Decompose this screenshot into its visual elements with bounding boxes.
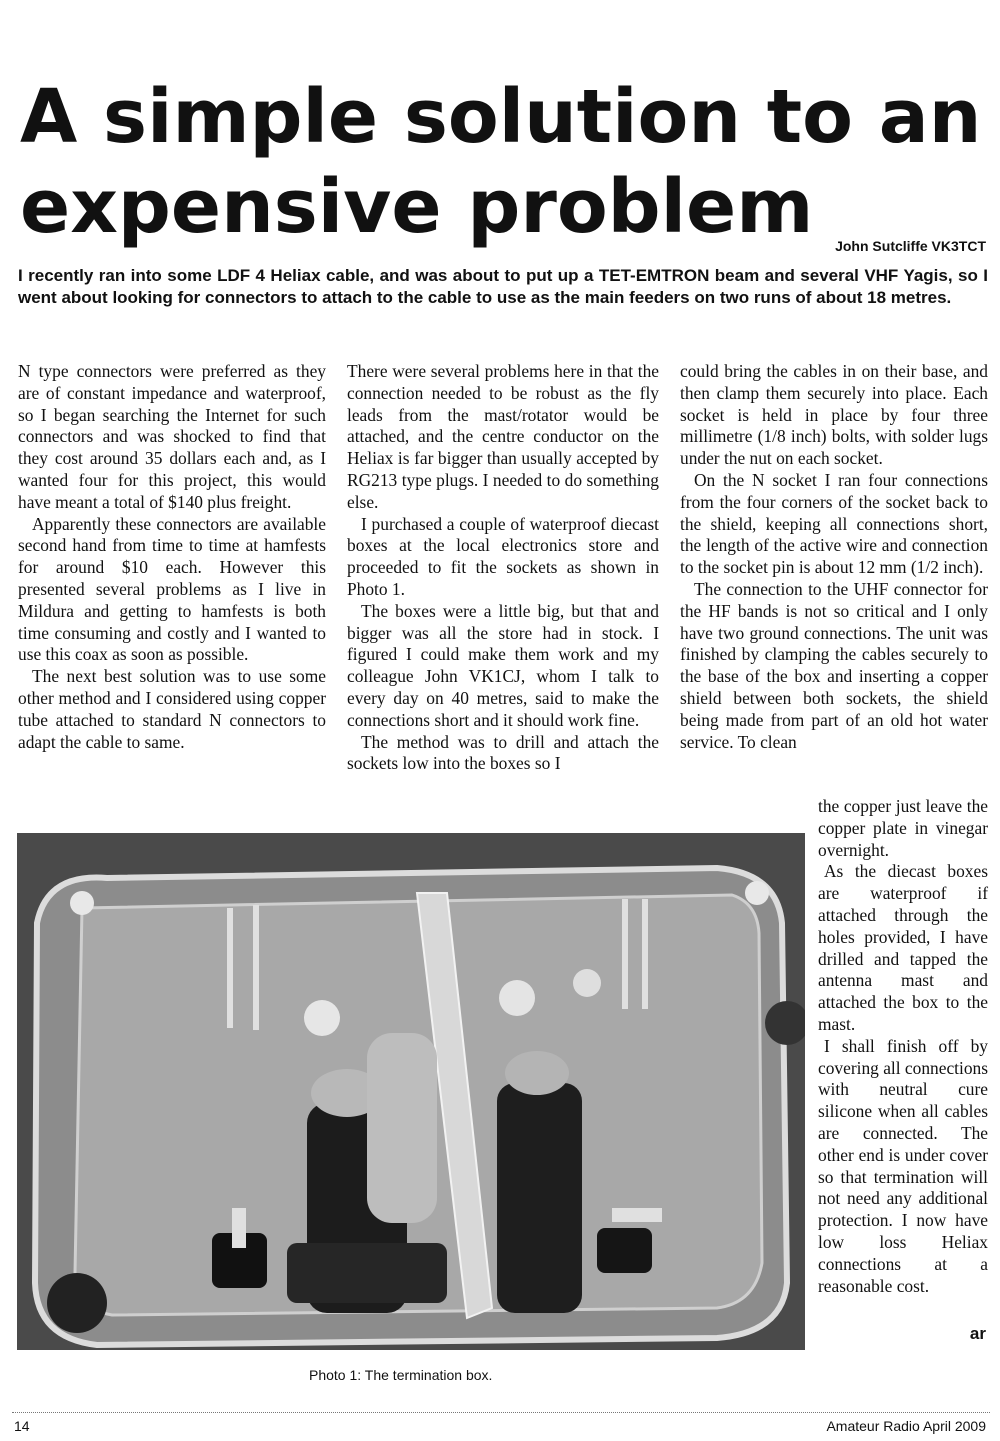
paragraph: I shall finish off by covering all connections with neutral cure silicone when all cables are connected. The other end is under cover so that termination will not need any additional protection. I now have low loss Heliax connections at a reasonable cost. xyxy=(818,1035,988,1296)
text-column-2 xyxy=(347,361,659,775)
article-title: A simple solution to an expensive problem xyxy=(20,74,982,250)
paragraph: The boxes were a little big, but that and bigger was all the store had in stock. I figured I could make them work and my colleague John VK1CJ, whom I talk to every day on 40 metres, said to make the connections short and it should work fine. xyxy=(347,600,659,730)
photo-illustration xyxy=(17,833,805,1350)
paragraph: As the diecast boxes are waterproof if attached through the holes provided, I have drilled and tapped the antenna mast and attached the box to the mast. xyxy=(818,861,988,1034)
text-column-4 xyxy=(818,796,988,1297)
paragraph: N type connectors were preferred as they are of constant impedance and waterproof, so I began searching the Internet for such connectors and was shocked to find that they cost around 35 dollars each and, as I wanted four for this project, this would have meant a total of $140 plus freight. xyxy=(18,361,326,512)
paragraph: could bring the cables in on their base, and then clamp them securely into place. Each socket is held in place by four three millimetre (1/8 inch) bolts, with solder lugs under the nut on each socket. xyxy=(680,361,988,469)
intro-paragraph: I recently ran into some LDF 4 Heliax cable, and was about to put up a TET-EMTRON beam and several VHF Yagis, so I went about looking for connectors to attach to the cable to use as the main feeders on two runs of about 18 metres. xyxy=(18,266,988,307)
paragraph: I purchased a couple of waterproof diecast boxes at the local electronics store and proceeded to fit the sockets as shown in Photo 1. xyxy=(347,513,659,599)
publication-name: Amateur Radio April 2009 xyxy=(826,1418,986,1434)
photo-caption: Photo 1: The termination box. xyxy=(309,1367,493,1383)
paragraph: On the N socket I ran four connections from the four corners of the socket back to the shield, keeping all connections short, the length of the active wire and connection to the socket pin is about 12 mm (1/2 inch). xyxy=(680,469,988,578)
paragraph: There were several problems here in that the connection needed to be robust as the fly leads from the mast/rotator would be attached, and the centre conductor on the Heliax is far bigger than usually accepted by RG213 type plugs. I needed to do something else. xyxy=(347,361,659,512)
paragraph: Apparently these connectors are available second hand from time to time at hamfests for around $10 each. However this presented several problems as I live in Mildura and getting to hamfests is both time consuming and costly and I wanted to use this coax as soon as possible. xyxy=(18,513,326,665)
paragraph: The method was to drill and attach the sockets low into the boxes so I xyxy=(347,731,659,774)
paragraph: the copper just leave the copper plate in vinegar overnight. xyxy=(818,796,988,860)
paragraph: The connection to the UHF connector for the HF bands is not so critical and I only have two ground connections. The unit was finished by clamping the cables securely to the base of the box and inserting a copper shield between both sockets, the shield being made from part of an old hot water service. To clean xyxy=(680,578,988,752)
termination-box-photo xyxy=(17,833,805,1350)
paragraph: The next best solution was to use some other method and I considered using copper tube attached to standard N connectors to adapt the cable to same. xyxy=(18,666,326,752)
footer-rule xyxy=(12,1412,990,1414)
text-column-3 xyxy=(680,361,988,753)
text-column-1 xyxy=(18,361,326,753)
page-number: 14 xyxy=(14,1418,30,1434)
end-mark: ar xyxy=(969,1324,986,1343)
author-byline: John Sutcliffe VK3TCT xyxy=(835,238,986,254)
